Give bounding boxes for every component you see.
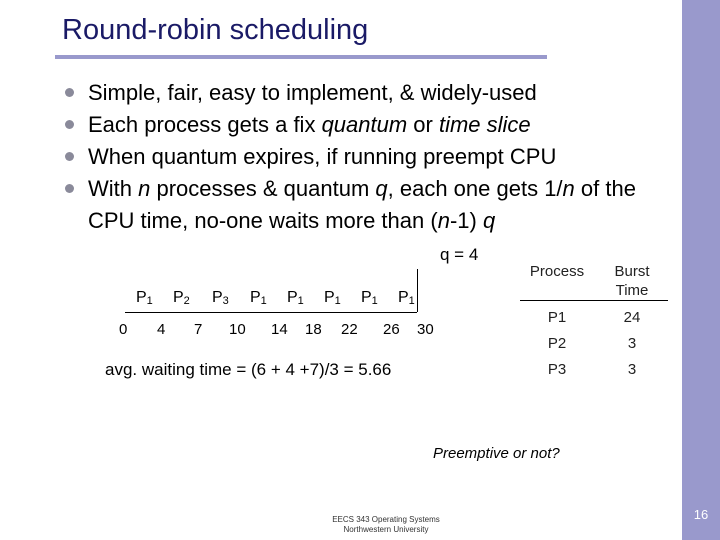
footer-university: Northwestern University [343,525,429,534]
table-cell-process: P2 [547,335,567,352]
gantt-process-label: $P_2$ [173,289,190,307]
gantt-process-label: $P_1$ [324,289,341,307]
bullet-item [62,141,672,173]
title-underline [55,55,547,59]
bullet-icon [65,152,74,161]
gantt-baseline [125,312,417,313]
bullet-text: Each process gets a fix quantum or time slice [88,112,531,137]
bullet-list [62,77,672,237]
bullet-icon [65,88,74,97]
table-cell-process: P3 [547,361,567,378]
gantt-time-tick: 14 [271,321,288,338]
gantt-time-tick: 22 [341,321,358,338]
slide-title: Round-robin scheduling [62,14,369,46]
bullet-item [62,173,672,237]
gantt-process-label: $P_3$ [212,289,229,307]
footer-course: EECS 343 Operating Systems [332,515,440,524]
gantt-process-label: $P_1$ [250,289,267,307]
gantt-process-label: $P_1$ [361,289,378,307]
table-header-process: Process [529,263,585,280]
gantt-time-tick: 30 [417,321,434,338]
gantt-time-tick: 0 [119,321,128,338]
avg-waiting-time: avg. waiting time = (6 + 4 +7)/3 = 5.66 [105,360,392,379]
gantt-process-label: $P_1$ [287,289,304,307]
gantt-end-line [417,269,418,312]
quantum-label: q = 4 [440,245,479,264]
gantt-time-tick: 7 [194,321,203,338]
table-cell-burst: 3 [627,361,637,378]
gantt-time-tick: 26 [383,321,400,338]
bullet-icon [65,120,74,129]
gantt-time-tick: 10 [229,321,246,338]
bullet-item [62,109,672,141]
bullet-icon [65,184,74,193]
right-accent-bar [682,0,720,540]
preemptive-question: Preemptive or not? [433,445,560,462]
gantt-time-tick: 4 [157,321,166,338]
page-number: 16 [693,507,709,522]
bullet-text: When quantum expires, if running preempt CPU [88,144,557,169]
gantt-time-tick: 18 [305,321,322,338]
table-header-rule [520,300,668,301]
slide-footer [300,515,472,535]
gantt-process-label: $P_1$ [136,289,153,307]
table-header-burst-time: Burst Time [614,263,650,299]
table-cell-burst: 3 [627,335,637,352]
table-cell-burst: 24 [623,309,641,326]
gantt-process-label: $P_1$ [398,289,415,307]
bullet-text: With n processes & quantum q, each one gets 1/n of the CPU time, no-one waits more than (n-1) q [88,176,636,233]
bullet-text: Simple, fair, easy to implement, & widely-used [88,80,537,105]
bullet-item [62,77,672,109]
table-cell-process: P1 [547,309,567,326]
